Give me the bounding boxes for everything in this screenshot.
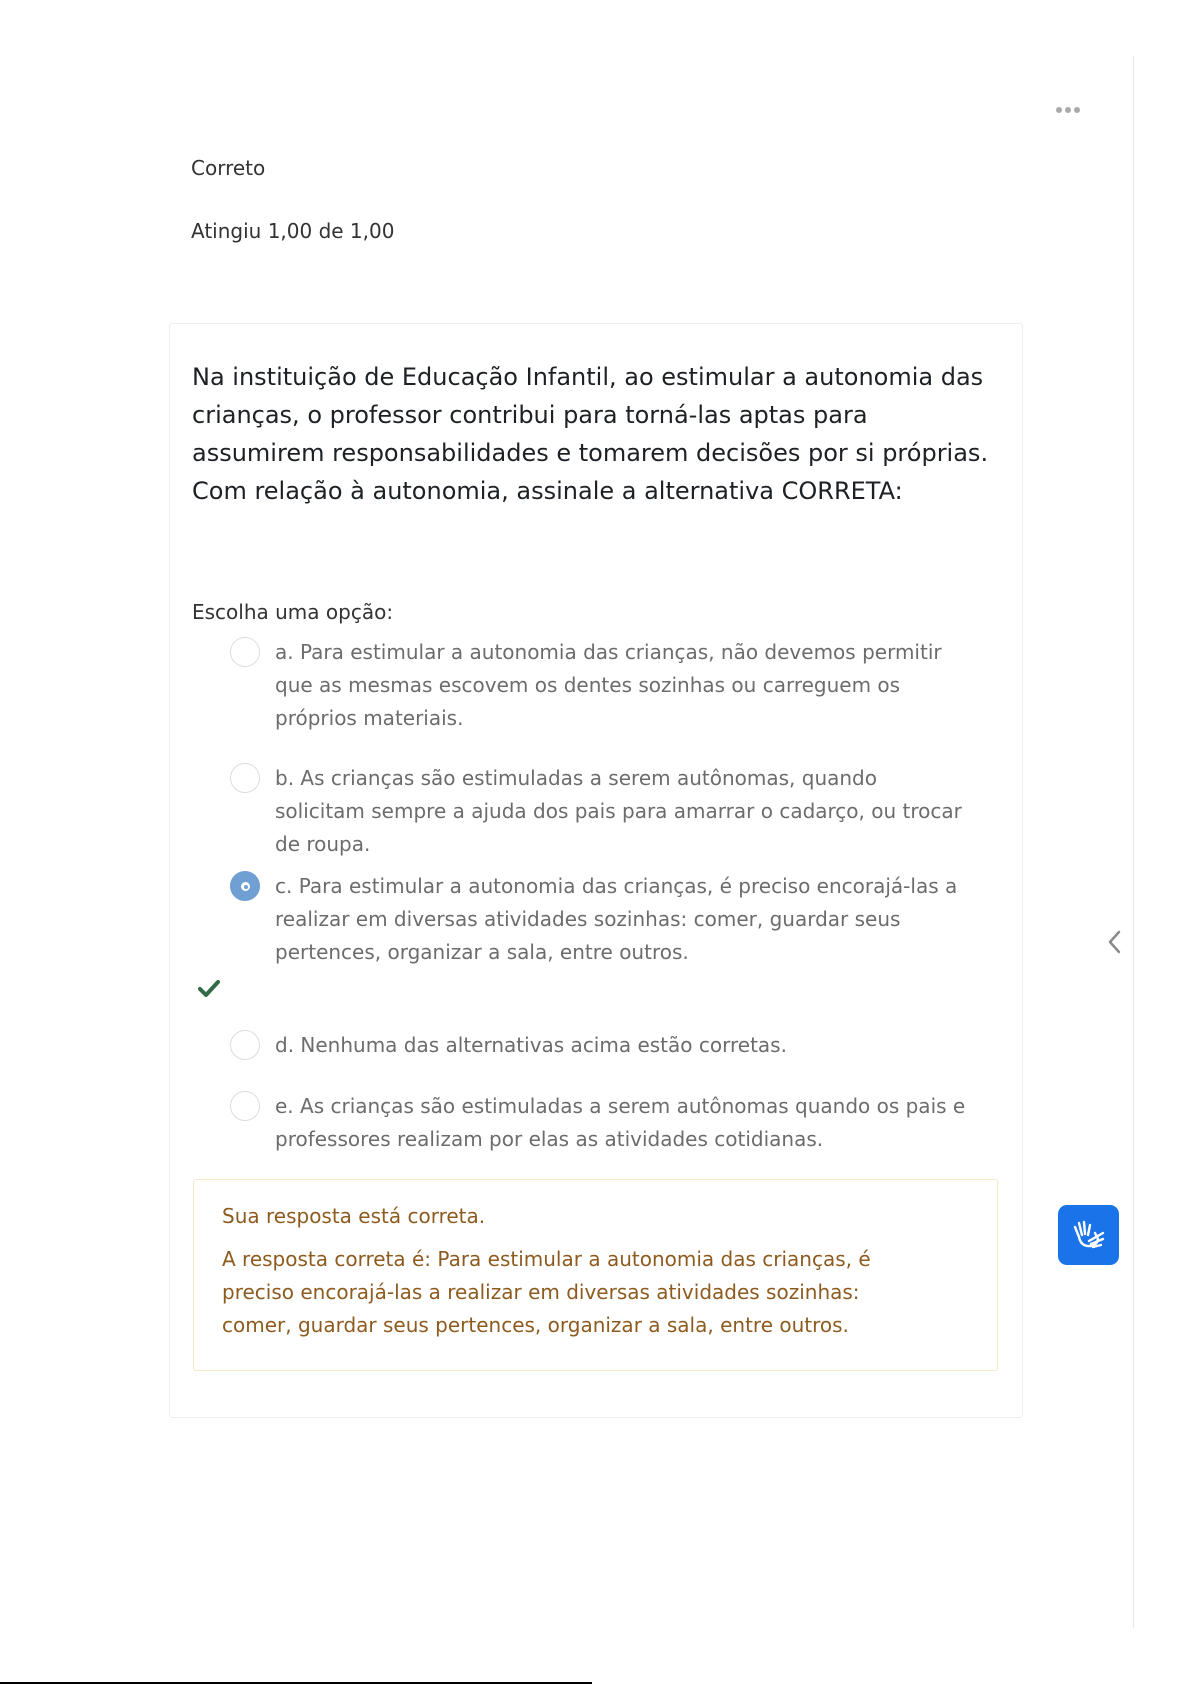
accessibility-button[interactable] — [1058, 1205, 1119, 1265]
option-label-c: c. Para estimular a autonomia das crianças, é preciso encorajá-las a realizar em diversas atividades sozinhas: comer, guardar seus pertences, organizar a sala, entre outros. — [275, 874, 958, 964]
question-status: Correto — [191, 156, 266, 180]
option-label-a: a. Para estimular a autonomia das crianças, não devemos permitir que as mesmas escovem os dentes sozinhas ou carreguem os próprios materiais. — [275, 640, 942, 730]
radio-option-d[interactable] — [230, 1030, 260, 1060]
answer-prompt: Escolha uma opção: — [192, 600, 394, 624]
answer-option-c[interactable] — [230, 870, 970, 969]
radio-option-a[interactable] — [230, 637, 260, 667]
chevron-left-icon[interactable] — [1105, 928, 1125, 956]
answer-option-d[interactable] — [230, 1029, 970, 1062]
option-label-d: d. Nenhuma das alternativas acima estão corretas. — [275, 1033, 787, 1057]
footer-rule — [0, 1682, 592, 1684]
more-dot — [1056, 107, 1062, 113]
sign-language-icon — [1069, 1215, 1109, 1255]
option-label-b: b. As crianças são estimuladas a serem autônomas, quando solicitam sempre a ajuda dos pais para amarrar o cadarço, ou trocar de roupa. — [275, 766, 962, 856]
question-grade: Atingiu 1,00 de 1,00 — [191, 219, 395, 243]
answer-option-b[interactable] — [230, 762, 970, 861]
more-dot — [1074, 107, 1080, 113]
radio-option-e[interactable] — [230, 1091, 260, 1121]
radio-option-c[interactable] — [230, 871, 260, 901]
answer-option-e[interactable] — [230, 1090, 970, 1156]
check-icon — [198, 978, 220, 998]
option-label-e: e. As crianças são estimuladas a serem autônomas quando os pais e professores realizam por elas as atividades cotidianas. — [275, 1094, 966, 1151]
more-dot — [1065, 107, 1071, 113]
more-horizontal-icon[interactable] — [1056, 102, 1086, 118]
answer-option-a[interactable] — [230, 636, 970, 735]
drawer-divider — [1133, 56, 1134, 1628]
feedback-box — [193, 1179, 998, 1371]
feedback-correct-answer: A resposta correta é: Para estimular a autonomia das crianças, é preciso encorajá-las a realizar em diversas atividades sozinhas: comer, guardar seus pertences, organizar a sala, entre outros. — [222, 1247, 871, 1337]
radio-option-b[interactable] — [230, 763, 260, 793]
feedback-result: Sua resposta está correta. — [222, 1204, 486, 1228]
question-text: Na instituição de Educação Infantil, ao estimular a autonomia das crianças, o professor contribui para torná-las aptas para assumirem responsabilidades e tomarem decisões por si próprias. Com relação à autonomia, assinale a alternativa CORRETA: — [192, 363, 989, 505]
